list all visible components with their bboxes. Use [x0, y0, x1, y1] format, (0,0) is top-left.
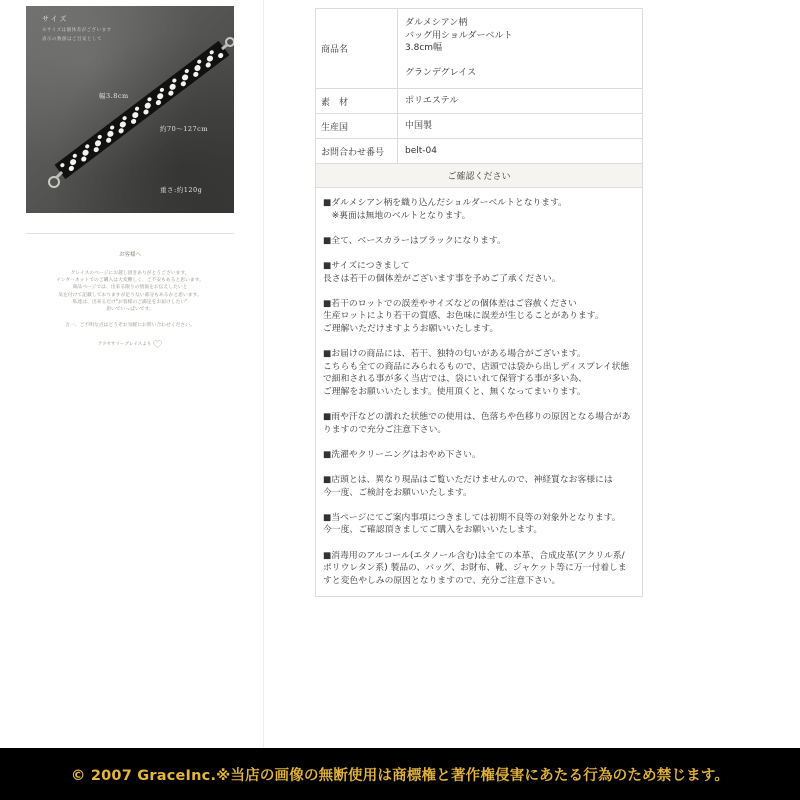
note-line: ポリウレタン系) 製品の、バッグ、お財布、靴、ジャケット等に万一付着しま	[323, 563, 627, 574]
note-block	[323, 411, 635, 436]
note-line: ■洗濯やクリーニングはおやめ下さい。	[323, 449, 481, 460]
photo-width-label: 幅3.8cm	[99, 92, 129, 100]
note-line: 今一度、ご検討をお願いいたします。	[323, 487, 472, 498]
note-line: 今一度、ご確認頂きましてご購入をお願いいたします。	[323, 525, 543, 536]
note-line: ■若干のロットでの誤差やサイズなどの個体差はご容赦ください	[323, 298, 577, 309]
value-line	[405, 55, 642, 68]
photo-length-label: 約70～127cm	[160, 125, 208, 133]
note-block	[323, 474, 635, 499]
note-block	[323, 197, 635, 222]
heart-icon	[153, 340, 162, 348]
note-line: ■お届けの商品には、若干、独特の匂いがある場合がございます。	[323, 349, 586, 360]
note-line: ■店頭とは、異なり現品はご覧いただけませんので、神経質なお客様には	[323, 475, 613, 486]
table-row	[316, 114, 643, 139]
value-line: グランデグレイス	[405, 68, 477, 79]
note-line: こちらも全ての商品にみられるもので、店頭では袋から出しディスプレイ状態	[323, 361, 630, 372]
belt-clasp-bottom	[56, 172, 62, 178]
message-line: 気を付けて記載しておりますが足りない部分もあるかと思います。	[58, 292, 202, 298]
note-line: ■消毒用のアルコール(エタノール含む)は全ての本革、合成皮革(アクリル系/	[323, 550, 625, 561]
note-block	[323, 512, 635, 537]
value-line: 3.8cm幅	[405, 43, 443, 54]
note-block	[323, 298, 635, 336]
photo-size-heading: サイズ	[42, 15, 69, 23]
row-value: 中国製	[398, 114, 643, 139]
note-block	[323, 235, 635, 248]
table-row	[316, 188, 643, 597]
notes-header: ご確認ください	[316, 164, 643, 188]
message-line: グレイスのページにお越し頂きありがとうございます。	[70, 271, 190, 276]
note-line: ■ダルメシアン柄を織り込んだショルダーベルトとなります。	[323, 198, 567, 208]
note-line: ■当ページにてご案内事項につきましては初期不良等の対象外となります。	[323, 512, 621, 523]
note-line: 長さは若干の個体差がございます事を予めご了承ください。	[323, 273, 561, 284]
value-line: バッグ用ショルダーベルト	[405, 30, 513, 41]
belt-strap	[55, 41, 230, 179]
note-line: ご理解をお願いいたします。使用頂くと、無くなってまいります。	[323, 386, 586, 397]
copyright-text: © 2007 GraceInc.※当店の画像の無断使用は商標権と著作権侵害にあたる行為のため禁じます。	[70, 767, 730, 784]
divider	[26, 233, 234, 234]
copyright-banner	[0, 748, 800, 800]
message-line: 商品ページでは、出来る限りの情報をお伝えしたいと	[72, 285, 188, 291]
row-label: お問合わせ番号	[316, 139, 398, 164]
note-line: ※裏面は無地のベルトとなります。	[323, 210, 471, 221]
note-block	[323, 348, 635, 398]
photo-note: 表示の数値はご目安として	[42, 37, 102, 42]
signature-text: アクセサリーグレイスより	[97, 342, 152, 348]
row-label: 生産国	[316, 114, 398, 139]
left-column	[0, 0, 264, 748]
table-row	[316, 139, 643, 164]
value-line: ダルメシアン柄	[405, 18, 468, 29]
message-closing: 万一、ご不明な点はどうぞお気軽にお問い合わせください。	[65, 323, 195, 329]
note-line: で細和される事が多く当店では、袋にいれて保管する事が多い為、	[323, 374, 587, 385]
row-value: belt-04	[398, 139, 643, 164]
note-line: りますので充分ご注意下さい。	[323, 424, 447, 435]
row-value	[398, 9, 643, 89]
table-row	[316, 164, 643, 188]
customer-message	[26, 250, 234, 349]
note-line: ■全て、ベースカラーはブラックになります。	[323, 235, 506, 246]
row-value: ポリエステル	[398, 89, 643, 114]
row-label: 商品名	[316, 9, 398, 89]
product-info-table	[315, 8, 643, 597]
note-line: ■雨や汗などの濡れた状態での使用は、色落ちや色移りの原因となる場合があ	[323, 412, 631, 423]
notes-body	[316, 188, 643, 597]
note-line: ■サイズにつきまして	[323, 260, 410, 271]
message-line: 私達は、出来るだけ"お客様のご満足をお届けしたい"	[72, 299, 188, 305]
note-block	[323, 260, 635, 285]
message-signature	[98, 340, 163, 348]
belt-band	[55, 41, 230, 179]
table-row	[316, 9, 643, 89]
belt-clasp-top	[222, 44, 228, 49]
product-photo	[26, 6, 234, 213]
table-row	[316, 89, 643, 114]
note-line: ご理解いただけますようお願いいたします。	[323, 323, 499, 334]
message-line: インターネットでのご購入は大変難しく、ご不安もあると思います。	[56, 278, 204, 284]
row-label: 素 材	[316, 89, 398, 114]
note-line: 生産ロットにより若干の質感、お色味に誤差が生じることがあります。	[323, 311, 604, 322]
note-block	[323, 550, 635, 588]
photo-weight-label: 重さ:約120g	[160, 186, 203, 194]
message-line: 思いでいっぱいです。	[106, 307, 154, 313]
note-line: すと変色やしみの原因となりますので、充分ご注意下さい。	[323, 575, 561, 586]
photo-note: ※サイズは個体差がございます	[42, 28, 112, 33]
note-block	[323, 449, 635, 462]
message-heading: お客様へ	[118, 252, 141, 258]
